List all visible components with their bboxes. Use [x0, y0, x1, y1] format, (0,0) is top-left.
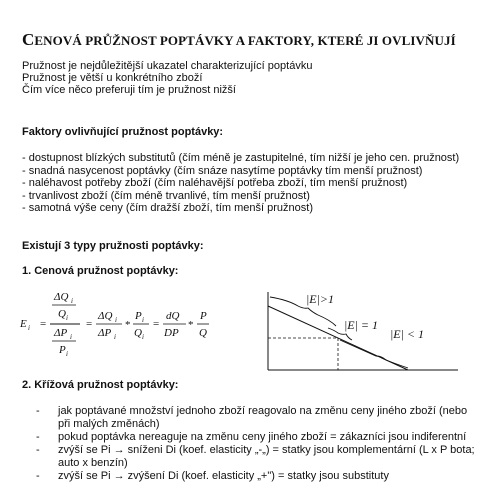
svg-text:P: P — [200, 310, 207, 322]
intro-line-2: Pružnost je větší u konkrétního zboží — [22, 72, 203, 84]
svg-text:ΔP: ΔP — [98, 327, 112, 339]
svg-text:i: i — [66, 350, 68, 358]
list-item: - trvanlivost zboží (čím méně trvanlivé, tím menší pružnost) — [22, 189, 310, 202]
svg-text:ΔP: ΔP — [54, 327, 68, 339]
types-heading: Existují 3 typy pružnosti poptávky: — [22, 240, 204, 252]
list-item: - snadná nasycenost poptávky (čím snáze nasytíme poptávky tím menší pružnost) — [22, 164, 423, 177]
label-inelastic: |E| < 1 — [390, 327, 425, 341]
svg-text:ΔQ: ΔQ — [54, 291, 69, 303]
svg-text:P: P — [135, 310, 142, 322]
page-title: CENOVÁ PRŮŽNOST POPTÁVKY A FAKTORY, KTERÉ JI OVLIVŇUJÍ — [22, 30, 456, 49]
intro-line-3: Čím více něco preferuji tím je pružnost nižší — [22, 84, 236, 96]
formula-lhs: E — [20, 318, 27, 330]
svg-text:i: i — [142, 333, 144, 341]
svg-text:dQ: dQ — [166, 310, 180, 322]
label-elastic: |E|>1 — [306, 292, 335, 306]
factors-list — [22, 152, 459, 215]
list-item: - naléhavost potřeby zboží (čím naléhavější potřeba zboží, tím menší pružnost) — [22, 177, 408, 190]
svg-text:i: i — [70, 333, 72, 341]
section2-heading: 2. Křížová pružnost poptávky: — [22, 379, 179, 391]
svg-text:=: = — [153, 318, 160, 330]
svg-text:i: i — [71, 297, 73, 305]
svg-text:=: = — [40, 318, 47, 330]
list-item: - zvýší se Pi → zvýšení Di (koef. elasticity „+") = statky jsou substituty — [36, 470, 389, 482]
svg-text:DP: DP — [164, 327, 179, 339]
svg-text:Q: Q — [58, 308, 66, 320]
list-item: - pokud poptávka nereaguje na změnu ceny jiného zboží = zákazníci jsou indiferentní — [36, 431, 467, 443]
svg-text:i: i — [142, 316, 144, 324]
section1-heading: 1. Cenová pružnost poptávky: — [22, 265, 179, 277]
svg-text:*: * — [125, 319, 131, 331]
list-item: - dostupnost blízkých substitutů (čím méně je zastupitelné, tím nižší je jeho cen. pružnost) — [22, 152, 460, 164]
demand-elasticity-graph — [258, 290, 458, 380]
list-item: - jak poptávané množství jednoho zboží reagovalo na změnu ceny jiného zboží (nebo při malých změnách) — [36, 405, 468, 430]
svg-text:=: = — [86, 318, 93, 330]
svg-text:*: * — [188, 319, 194, 331]
intro-line-1: Pružnost je nejdůležitější ukazatel charakterizující poptávku — [22, 60, 313, 72]
svg-text:i: i — [28, 324, 30, 332]
svg-text:P: P — [59, 344, 66, 356]
elasticity-formula — [18, 286, 218, 360]
list-item: - samotná výše ceny (čím dražší zboží, tím menší pružnost) — [22, 202, 313, 215]
svg-text:i: i — [115, 316, 117, 324]
svg-text:i: i — [114, 333, 116, 341]
factors-heading: Faktory ovlivňující pružnost poptávky: — [22, 126, 224, 138]
svg-text:Q: Q — [134, 327, 142, 339]
label-unit: |E| = 1 — [344, 318, 379, 332]
svg-text:i: i — [66, 314, 68, 322]
list-item: - zvýší se Pi → sníženi Di (koef. elasticity „-„) = statky jsou komplementární (L x P bota; auto x benzín) — [36, 444, 475, 469]
svg-text:ΔQ: ΔQ — [98, 310, 113, 322]
cross-elasticity-list — [36, 405, 476, 483]
svg-text:Q: Q — [199, 327, 207, 339]
